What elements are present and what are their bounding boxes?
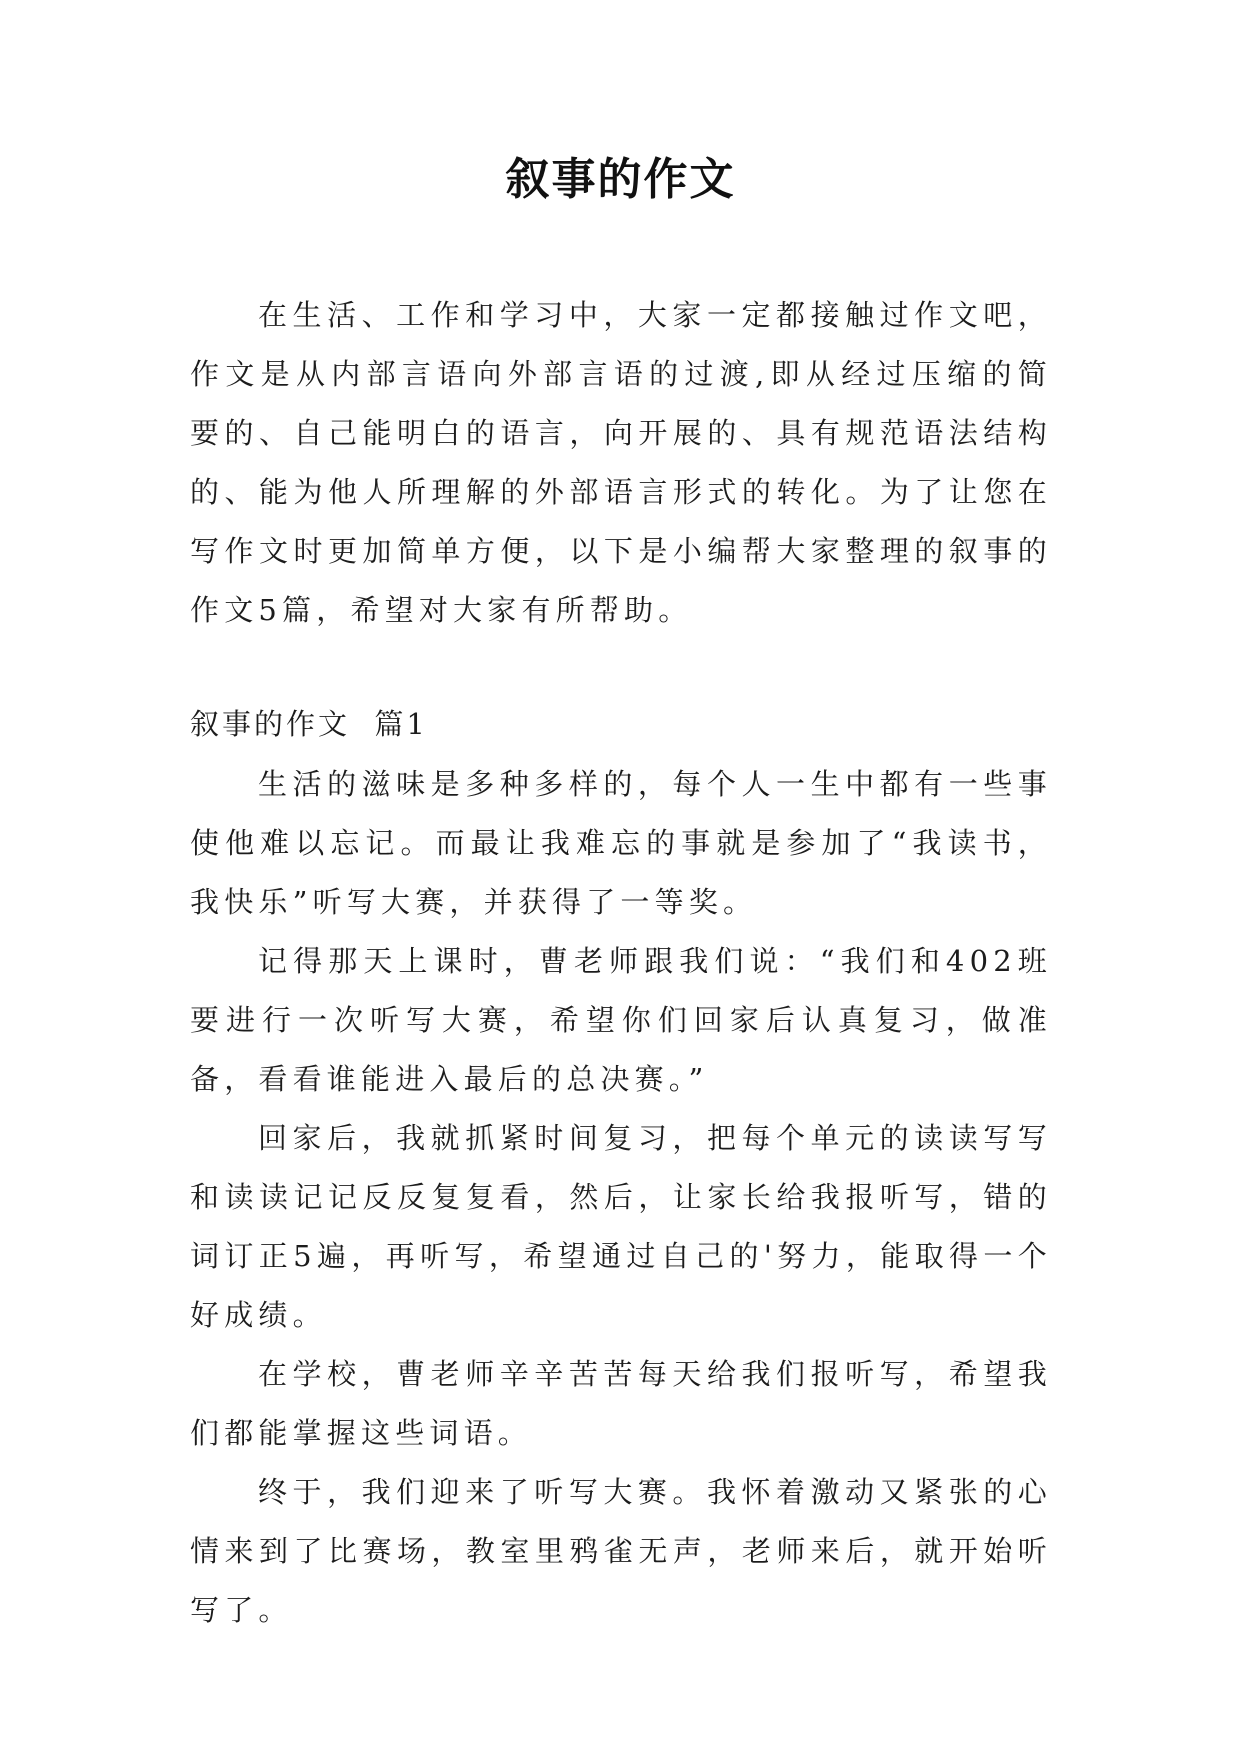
story-paragraph-5: 终于，我们迎来了听写大赛。我怀着激动又紧张的心情来到了比赛场，教室里鸦雀无声，老师来后，就开始听写了。 — [190, 1475, 1052, 1627]
story-paragraph-3: 回家后，我就抓紧时间复习，把每个单元的读读写写和读读记记反反复复看，然后，让家长给我报听写，错的词订正5遍，再听写，希望通过自己的'努力，能取得一个好成绩。 — [190, 1121, 1052, 1332]
intro-section — [190, 286, 1052, 640]
story-paragraph-2: 记得那天上课时，曹老师跟我们说：“我们和402班要进行一次听写大赛，希望你们回家后认真复习，做准备，看看谁能进入最后的总决赛。” — [190, 944, 1052, 1096]
section-heading: 叙事的作文 篇1 — [190, 707, 428, 741]
story-paragraph-1: 生活的滋味是多种多样的，每个人一生中都有一些事使他难以忘记。而最让我难忘的事就是参加了“我读书，我快乐”听写大赛，并获得了一等奖。 — [190, 767, 1052, 919]
intro-paragraph: 在生活、工作和学习中，大家一定都接触过作文吧，作文是从内部言语向外部言语的过渡,即从经过压缩的简要的、自己能明白的语言，向开展的、具有规范语法结构的、能为他人所理解的外部语言形式的转化。为了让您在写作文时更加简单方便，以下是小编帮大家整理的叙事的作文5篇，希望对大家有所帮助。 — [190, 298, 1052, 627]
story-section — [190, 755, 1052, 1640]
document-title: 叙事的作文 — [505, 154, 736, 205]
story-paragraph-4: 在学校，曹老师辛辛苦苦每天给我们报听写，希望我们都能掌握这些词语。 — [190, 1357, 1052, 1450]
